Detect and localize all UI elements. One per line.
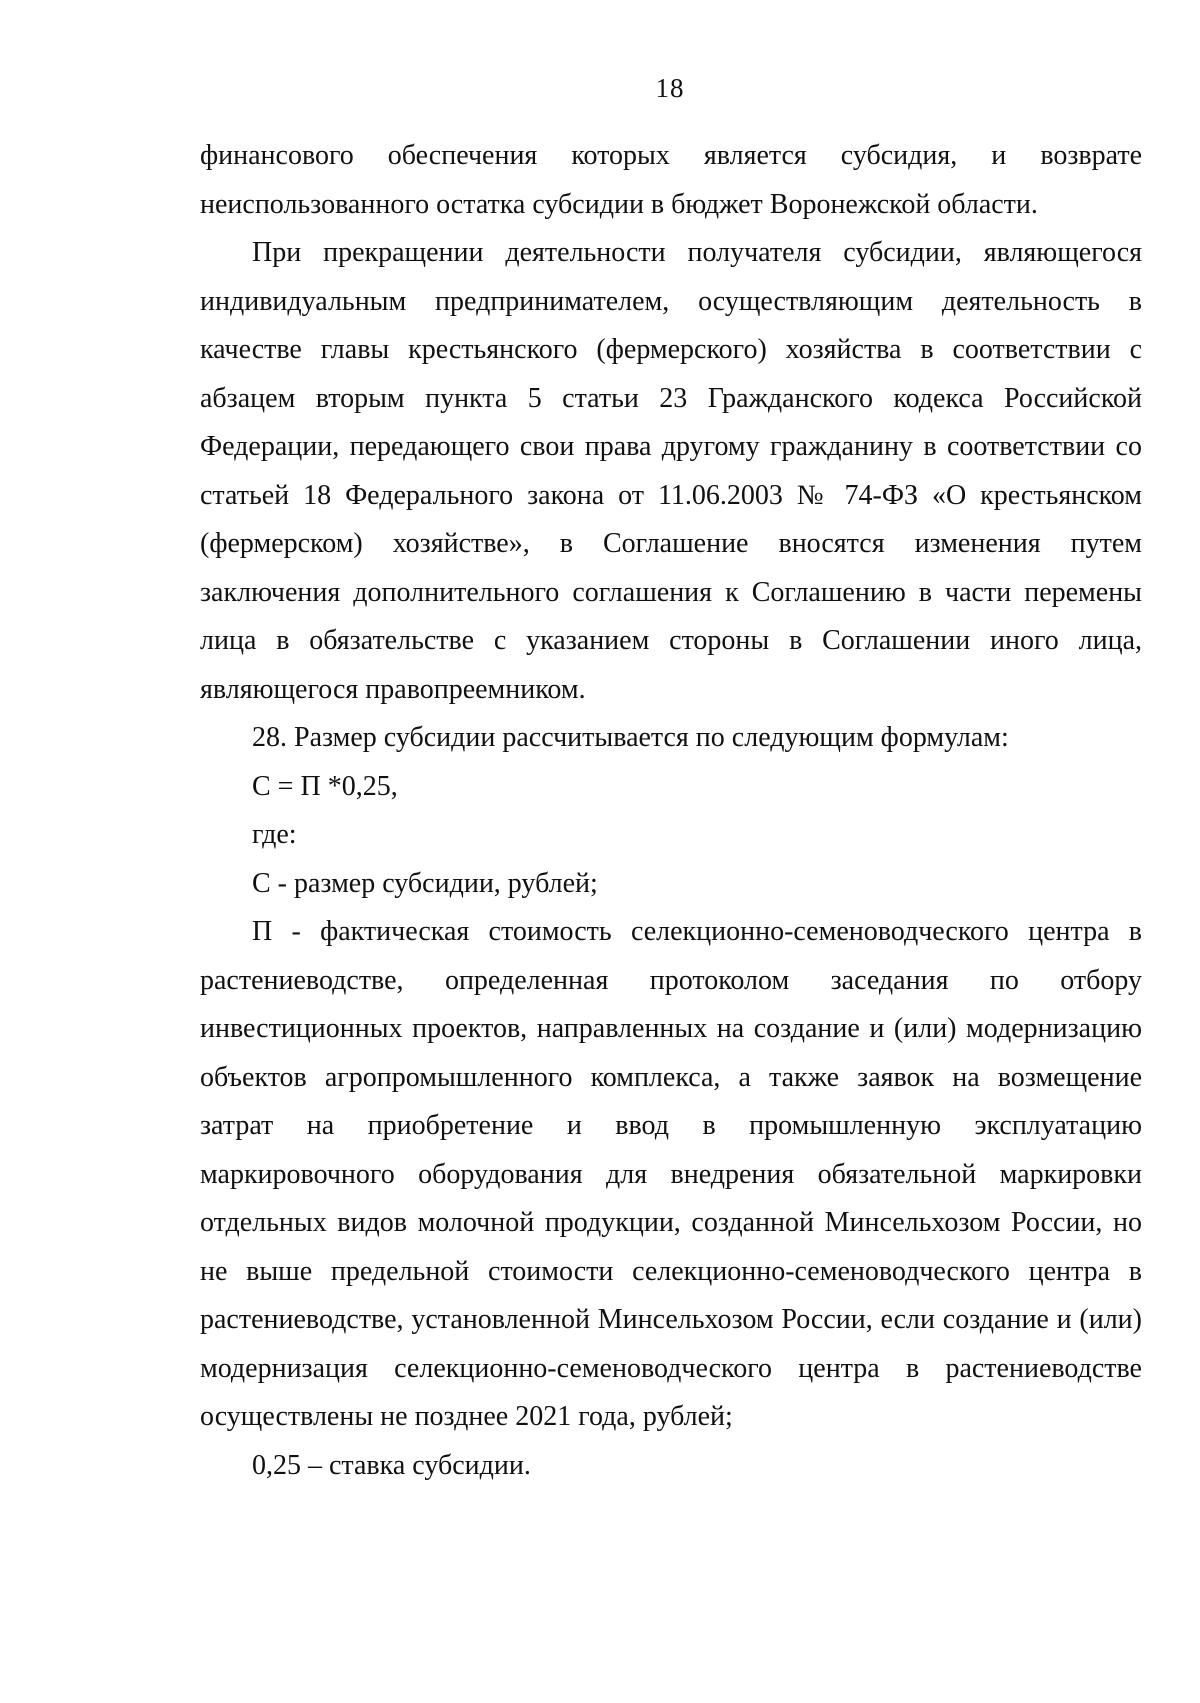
definition-c: С - размер субсидии, рублей; [252, 867, 598, 899]
document-body [200, 132, 1142, 1490]
paragraph-item-28: 28. Размер субсидии рассчитывается по следующим формулам: [252, 722, 1009, 753]
definition-rate: 0,25 – ставка субсидии. [252, 1449, 531, 1481]
definition-p: П - фактическая стоимость селекционно-семеноводческого центра в растениеводстве, определенная протоколом заседания по отбору инвестиционных проектов, направленных на создание и (или) модернизацию объектов агропромышленного комплекса, а также заявок на возмещение затрат на приобретение и ввод в промышленную эксплуатацию маркировочного оборудования для внедрения обязательной маркировки отдельных видов молочной продукции, созданной Минсельхозом России, но не выше предельной стоимости селекционно-семеноводческого центра в растениеводстве, установленной Минсельхозом России, если создание и (или) модернизация селекционно-семеноводческого центра в растениеводстве осуществлены не позднее 2021 года, рублей; [200, 916, 1142, 1432]
formula-where: где: [252, 819, 297, 850]
formula: С = П *0,25, [252, 770, 398, 802]
paragraph-continuation: финансового обеспечения которых является субсидия, и возврате неиспользованного остатка субсидии в бюджет Воронежской области. [200, 140, 1142, 220]
paragraph-termination-of-activity: При прекращении деятельности получателя субсидии, являющегося индивидуальным предпринимателем, осуществляющим деятельность в качестве главы крестьянского (фермерского) хозяйства в соответствии с абзацем вторым пункта 5 статьи 23 Гражданского кодекса Российской Федерации, передающего свои права другому гражданину в соответствии со статьей 18 Федерального закона от 11.06.2003 № 74-ФЗ «О крестьянском (фермерском) хозяйстве», в Соглашение вносятся изменения путем заключения дополнительного соглашения к Соглашению в части перемены лица в обязательстве с указанием стороны в Соглашении иного лица, являющегося правопреемником. [200, 237, 1142, 705]
page-number: 18 [655, 73, 685, 103]
